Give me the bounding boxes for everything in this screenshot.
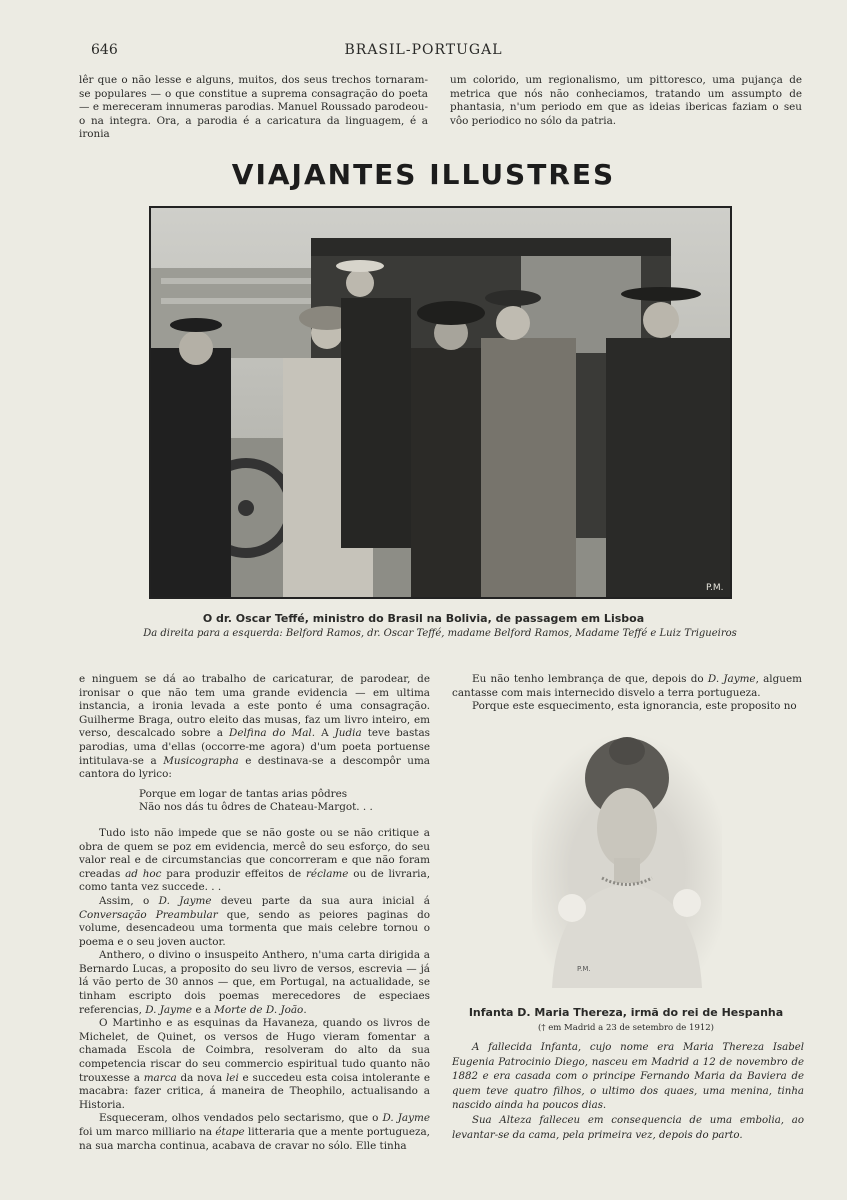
- right-paragraph-1: Eu não tenho lembrança de que, depois do D. Jayme, alguem cantasse com mais internecido disvelo a terra portugueza.: [452, 673, 802, 699]
- infanta-text: A fallecida Infanta, cujo nome era Maria Thereza Isabel Eugenia Patrocinio Diego, nasceu em Madrid a 12 de novembro de 1882 e era casada com o principe Fernando Maria da Baviera de quem teve quatro filhos, o ultimo dos quaes, uma menina, tinha nascido ainda ha poucos dias. Sua Alteza falleceu em consequencia de uma embolia, ao levantar-se da cama, pela primeira vez, depois do parto.: [452, 1042, 804, 1141]
- right-column: [452, 673, 802, 714]
- left-paragraph-3: Assim, o D. Jayme deveu parte da sua aura inicial á Conversação Preambular que, sendo as peiores paginas do volume, desencadeou uma tormenta que mais celebre tornou o poema e o seu joven auctor.: [79, 894, 430, 948]
- top-right-paragraph: um colorido, um regionalismo, um pittoresco, uma pujança de metrica que nós não conheciamos, tratando um assumpto de phantasia, n'um periodo em que as ideias ibericas faziam o seu vôo periodico no sólo da patria.: [450, 74, 802, 127]
- left-paragraph-5: O Martinho e as esquinas da Havaneza, quando os livros de Michelet, de Quinet, os versos de Hugo vieram fomentar a chamada Escola de Coimbra, resolveram do alto da sua competencia riscar do seu commercio espiritual tudo quanto não trouxesse a marca da nova lei e succedeu esta coisa intolerante e macabra: fazer critica, á maneira de Theophilo, actualisando a Historia.: [79, 1017, 430, 1111]
- photo-signature: P.M.: [706, 583, 724, 593]
- verse-quote: Porque em logar de tantas arias pôdres Não nos dás tu ôdres de Chateau-Margot. . .: [139, 787, 373, 814]
- infanta-date: († em Madrid a 23 de setembro de 1912): [537, 1023, 714, 1033]
- top-left-paragraph: lêr que o não lesse e alguns, muitos, dos seus trechos tornaram-se populares — o que constitue a suprema consagração do poeta — e mereceram innumeras parodias. Manuel Roussado parodeou-o na integra. Ora, a parodia é a caricatura da linguagem, é a ironia: [79, 74, 428, 141]
- infanta-portrait: [532, 733, 722, 988]
- group-photo-image: [151, 208, 730, 597]
- left-paragraph-2: Tudo isto não impede que se não goste ou se não critique a obra de quem se poz em evidencia, mercê do seu esforço, do seu valor real e de circumstancias que concorreram e que não foram creadas ad hoc para produzir effeitos de réclame ou de livraria, como tanta vez succede. . .: [79, 826, 430, 894]
- left-paragraph-6: Esqueceram, olhos vendados pelo sectarismo, que o D. Jayme foi um marco milliario na étape litteraria que a mente portugueza, na sua marcha continua, acabava de cravar no sólo. Elle tinha: [79, 1112, 430, 1152]
- photo-subcaption: Da direita para a esquerda: Belford Ramos, dr. Oscar Teffé, madame Belford Ramos, Madame Teffé e Luiz Trigueiros: [143, 628, 737, 639]
- infanta-caption: Infanta D. Maria Thereza, irmã do rei de Hespanha: [468, 1006, 784, 1019]
- left-paragraph-4: Anthero, o divino o insuspeito Anthero, n'uma carta dirigida a Bernardo Lucas, a proposito do seu livro de versos, escrevia — já lá vão perto de 30 annos — que, em Portugal, na actualidade, se tinham escripto dois poemas merecedores de especiaes referencias, D. Jayme e a Morte de D. João.: [79, 949, 430, 1016]
- left-paragraph-1: e ninguem se dá ao trabalho de caricaturar, de parodear, de ironisar o que não tem uma grande evidencia — em ultima instancia, a ironia levada a este ponto é uma consagração. Guilherme Braga, outro eleito das musas, faz um livro inteiro, em verso, descalcado sobre a Delfina do Mal. A Judia teve bastas parodias, uma d'ellas (occorre-me agora) d'um poeta portuense intitulava-se a Musicographa e destinava-se a descompôr uma cantora do lyrico:: [79, 673, 430, 781]
- left-column: [79, 673, 430, 1153]
- page-number: 646: [91, 42, 118, 58]
- right-paragraph-2: Porque este esquecimento, esta ignorancia, este proposito no: [472, 700, 797, 713]
- infanta-portrait-image: [532, 733, 722, 988]
- photo-caption: O dr. Oscar Teffé, ministro do Brasil na Bolivia, de passagem em Lisboa: [202, 612, 645, 625]
- group-photo: [149, 206, 732, 599]
- section-heading: VIAJANTES ILLUSTRES: [231, 158, 616, 191]
- running-title: BRASIL-PORTUGAL: [344, 42, 503, 58]
- portrait-signature: P.M.: [577, 965, 591, 973]
